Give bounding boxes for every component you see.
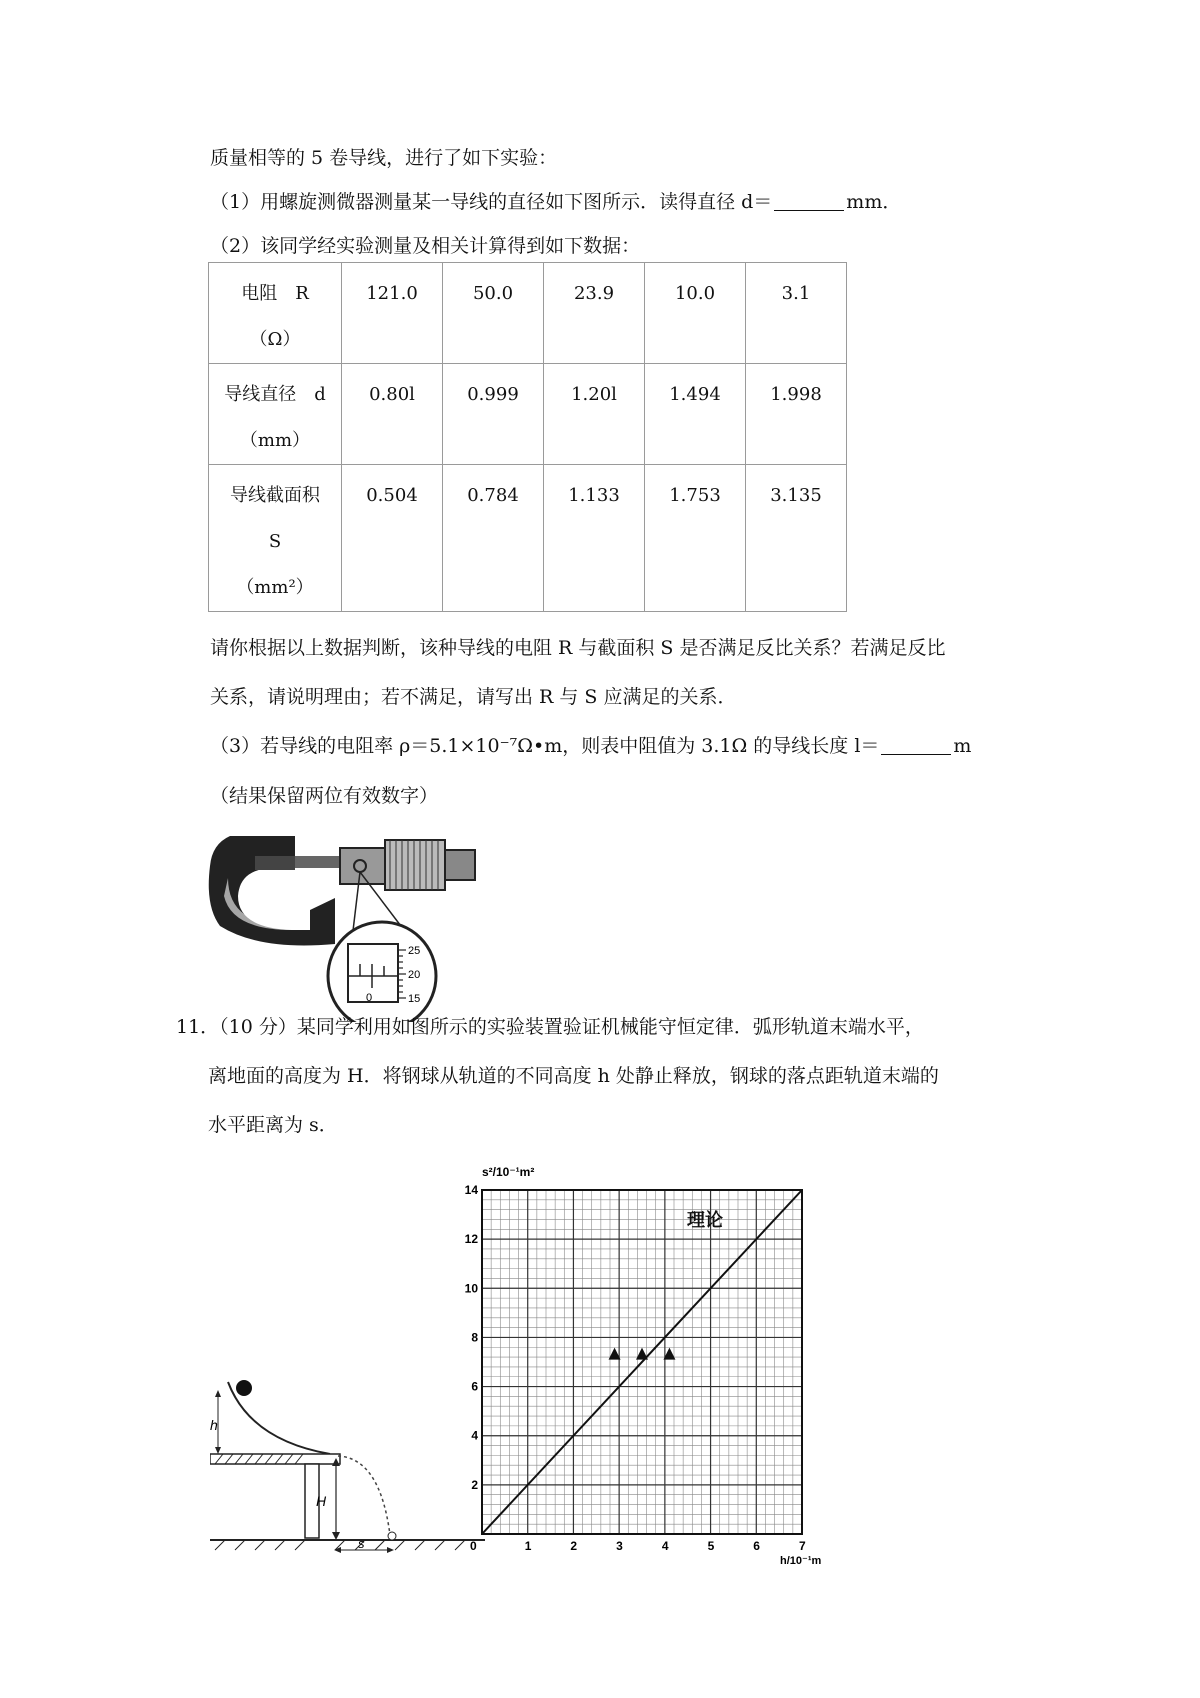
- table-cell: 0.784: [443, 465, 544, 612]
- label-H: H: [316, 1493, 327, 1509]
- scale-label-20: 20: [408, 969, 421, 981]
- label-h: h: [210, 1417, 218, 1433]
- table-cell: 3.1: [746, 263, 847, 364]
- q1-text: （1）用螺旋测微器测量某一导线的直径如下图所示．读得直径 d＝: [210, 191, 773, 213]
- x-tick-label: 1: [524, 1539, 532, 1553]
- steel-ball: [236, 1380, 252, 1396]
- question-1: [210, 190, 901, 214]
- x-tick-label: 5: [707, 1539, 715, 1553]
- q11-line-3: 水平距离为 s．: [208, 1114, 338, 1136]
- micrometer-figure: [200, 826, 490, 1022]
- table-row: [209, 263, 847, 364]
- table-cell: 50.0: [443, 263, 544, 364]
- judge-line-2: 关系，请说明理由；若不满足，请写出 R 与 S 应满足的关系．: [210, 686, 737, 708]
- table-row: [209, 364, 847, 465]
- q11-line-1: 11．（10 分）某同学利用如图所示的实验装置验证机械能守恒定律．弧形轨道末端水平，: [176, 1016, 924, 1038]
- judge-line-1: 请你根据以上数据判断，该种导线的电阻 R 与截面积 S 是否满足反比关系？若满足反比: [210, 637, 946, 659]
- table-cell: 3.135: [746, 465, 847, 612]
- thimble: [385, 840, 445, 890]
- question-2: （2）该同学经实验测量及相关计算得到如下数据：: [210, 235, 641, 257]
- row-label-diameter: 导线直径 d （mm）: [209, 364, 342, 465]
- table-cell: 0.504: [342, 465, 443, 612]
- trajectory: [338, 1456, 390, 1535]
- diameter-blank[interactable]: [774, 190, 844, 211]
- y-tick-label: 14: [464, 1183, 478, 1197]
- x-tick-labels: [470, 1539, 806, 1553]
- question-3: [210, 734, 971, 758]
- x-axis-label: h/10⁻¹m: [780, 1555, 822, 1567]
- x-tick-label: 0: [470, 1539, 477, 1553]
- table-cell: 10.0: [645, 263, 746, 364]
- table-cell: 1.494: [645, 364, 746, 465]
- scale-label-0: 0: [366, 992, 373, 1004]
- table-cell: 1.133: [544, 465, 645, 612]
- scale-label-15: 15: [408, 993, 421, 1005]
- y-tick-label: 8: [471, 1330, 478, 1345]
- length-blank[interactable]: [881, 734, 951, 755]
- x-tick-label: 2: [570, 1539, 578, 1553]
- y-tick-label: 6: [471, 1379, 478, 1394]
- q1-unit: mm．: [846, 191, 902, 213]
- table-cell: 0.999: [443, 364, 544, 465]
- q3-unit: m: [953, 735, 972, 757]
- x-tick-label: 3: [616, 1539, 623, 1553]
- table-cell: 23.9: [544, 263, 645, 364]
- y-tick-label: 12: [464, 1232, 478, 1247]
- q11-line-2: 离地面的高度为 H．将钢球从轨道的不同高度 h 处静止释放，钢球的落点距轨道末端的: [208, 1065, 939, 1087]
- series-layer: [482, 1190, 802, 1534]
- y-tick-label: 2: [471, 1477, 478, 1492]
- q3-note: （结果保留两位有效数字）: [210, 785, 439, 807]
- label-s: s: [358, 1536, 365, 1551]
- row-label-area: 导线截面积 S （mm²）: [209, 465, 342, 612]
- theory-line: [482, 1190, 802, 1534]
- x-tick-label: 4: [661, 1539, 669, 1553]
- x-tick-label: 6: [753, 1539, 760, 1553]
- theory-label: 理论: [687, 1210, 723, 1230]
- table-cell: 1.753: [645, 465, 746, 612]
- s2-h-chart: [460, 1160, 840, 1570]
- y-tick-labels: [465, 1183, 479, 1492]
- y-axis-label: s²/10⁻¹m²: [482, 1165, 535, 1179]
- table-cell: 121.0: [342, 263, 443, 364]
- ratchet: [445, 850, 475, 880]
- apparatus-figure: [210, 1370, 490, 1560]
- scale-label-25: 25: [408, 945, 421, 957]
- intro-text: 质量相等的 5 卷导线，进行了如下实验：: [210, 147, 558, 169]
- table-cell: 1.998: [746, 364, 847, 465]
- data-point: [636, 1348, 648, 1360]
- y-tick-label: 10: [464, 1281, 478, 1296]
- table-row: [209, 465, 847, 612]
- data-table: [208, 262, 847, 612]
- table-cell: 0.80l: [342, 364, 443, 465]
- q3-text: （3）若导线的电阻率 ρ＝5.1×10⁻⁷Ω•m，则表中阻值为 3.1Ω 的导线长度 l＝: [210, 735, 880, 757]
- y-tick-label: 4: [471, 1428, 478, 1443]
- table-cell: 1.20l: [544, 364, 645, 465]
- x-tick-label: 7: [799, 1539, 806, 1553]
- row-label-resistance: 电阻 R （Ω）: [209, 263, 342, 364]
